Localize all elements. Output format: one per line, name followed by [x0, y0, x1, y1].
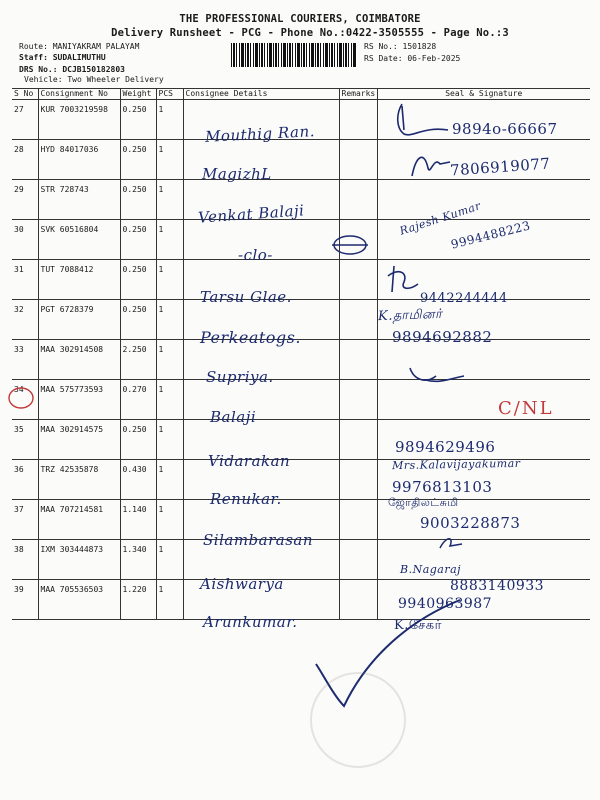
hw-seal-29: Rajesh Kumar: [398, 199, 483, 238]
row-sno: 29: [12, 180, 38, 220]
route-label: Route: MANIYAKRAM PALAYAM: [19, 42, 140, 51]
row-remarks: [339, 420, 377, 460]
row-pcs: 1: [156, 420, 183, 460]
hw-seal-36-tamil: ஜோதிலட்சுமி: [388, 496, 459, 509]
hw-seal-37: 9003228873: [420, 514, 521, 532]
hw-consignee-31: Tarsu Glae.: [200, 288, 292, 306]
row-consignment: KUR 7003219598: [38, 100, 120, 140]
row-remarks: [339, 340, 377, 380]
row-seal-cell: [377, 180, 590, 220]
row-sno: 34: [12, 380, 38, 420]
hw-consignee-27: Mouthig Ran.: [204, 122, 316, 146]
row-consignment: MAA 302914575: [38, 420, 120, 460]
rs-number: RS No.: 1501828: [364, 42, 437, 51]
row-weight: 0.250: [120, 420, 156, 460]
hw-consignee-32: Perkeatogs.: [200, 328, 301, 347]
row-weight: 0.250: [120, 140, 156, 180]
hw-seal-30: 9994488223: [449, 218, 532, 252]
row-pcs: 1: [156, 540, 183, 580]
hw-seal-35: 9894629496: [395, 438, 496, 456]
company-title: THE PROFESSIONAL COURIERS, COIMBATORE: [179, 13, 421, 25]
hw-seal-38: 8883140933: [450, 578, 545, 594]
hw-consignee-39: Arunkumar.: [203, 613, 298, 631]
row-pcs: 1: [156, 220, 183, 260]
row-weight: 0.250: [120, 180, 156, 220]
row-weight: 0.250: [120, 300, 156, 340]
runsheet-title: Delivery Runsheet - PCG - Phone No.:0422-3505555 - Page No.:3: [111, 27, 509, 39]
row-sno: 27: [12, 100, 38, 140]
row-consignment: MAA 707214581: [38, 500, 120, 540]
row-weight: 0.270: [120, 380, 156, 420]
col-pcs: PCS: [156, 89, 183, 100]
row-sno: 31: [12, 260, 38, 300]
row-consignment: MAA 575773593: [38, 380, 120, 420]
row-weight: 2.250: [120, 340, 156, 380]
row-sno: 37: [12, 500, 38, 540]
hw-seal-39-tamil: K.சேகர்: [394, 618, 442, 633]
row-pcs: 1: [156, 180, 183, 220]
row-sno: 35: [12, 420, 38, 460]
hw-consignee-30: -clo-: [238, 246, 273, 264]
vehicle-label: Vehicle: Two Wheeler Delivery: [24, 75, 164, 84]
row-weight: 0.430: [120, 460, 156, 500]
row-remarks: [339, 380, 377, 420]
signature-28: [404, 146, 454, 182]
hw-seal-36-phone: 9976813103: [392, 478, 493, 496]
row-remarks: [339, 540, 377, 580]
hw-consignee-37: Silambarasan: [203, 531, 313, 549]
row-pcs: 1: [156, 140, 183, 180]
col-sno: S No: [12, 89, 38, 100]
hw-consignee-36: Renukar.: [210, 490, 282, 508]
row-pcs: 1: [156, 100, 183, 140]
row-remarks: [339, 460, 377, 500]
row-weight: 0.250: [120, 100, 156, 140]
row-consignment: IXM 303444873: [38, 540, 120, 580]
hw-remark-34: C/NL: [498, 398, 554, 419]
row-remarks: [339, 140, 377, 180]
hw-seal-33: 9894692882: [392, 328, 493, 346]
staff-label: Staff: SUDALIMUTHU: [19, 53, 106, 62]
row-pcs: 1: [156, 580, 183, 620]
row-sno: 30: [12, 220, 38, 260]
row-sno: 38: [12, 540, 38, 580]
row-sno: 28: [12, 140, 38, 180]
hw-consignee-29: Venkat Balaji: [197, 201, 305, 227]
row-pcs: 1: [156, 460, 183, 500]
barcode-image: [231, 43, 357, 67]
hw-consignee-28: MagizhL: [202, 165, 272, 183]
rs-date: RS Date: 06-Feb-2025: [364, 54, 461, 63]
row-weight: 0.250: [120, 260, 156, 300]
row-consignment: TRZ 42535878: [38, 460, 120, 500]
row-consignment: STR 728743: [38, 180, 120, 220]
row-consignment: TUT 7088412: [38, 260, 120, 300]
row-consignment: HYD 84017036: [38, 140, 120, 180]
row-remarks: [339, 100, 377, 140]
col-consignee: Consignee Details: [183, 89, 339, 100]
row-weight: 1.340: [120, 540, 156, 580]
row-consignment: MAA 302914508: [38, 340, 120, 380]
row-pcs: 1: [156, 380, 183, 420]
signature-27: [388, 100, 468, 142]
row-remarks: [339, 300, 377, 340]
faded-stamp: [310, 672, 406, 768]
row-pcs: 1: [156, 500, 183, 540]
row-pcs: 1: [156, 340, 183, 380]
drs-label: DRS No.: DCJB150182803: [19, 65, 125, 74]
col-remarks: Remarks: [339, 89, 377, 100]
table-row: [12, 420, 590, 460]
hw-seal-36: Mrs.Kalavijayakumar: [391, 456, 521, 473]
row-sno: 32: [12, 300, 38, 340]
hw-consignee-33: Supriya.: [206, 368, 274, 386]
hw-seal-31: 9442244444: [420, 291, 508, 306]
col-consignment: Consignment No: [38, 89, 120, 100]
hw-seal-27: 9894o-66667: [452, 120, 558, 138]
hw-seal-39: 9940963987: [398, 596, 493, 612]
hw-consignee-35: Vidarakan: [208, 452, 291, 470]
hw-seal-28: 7806919077: [449, 154, 551, 180]
signature-30: [326, 232, 374, 258]
hw-seal-32: K.தாமினர்: [377, 306, 443, 325]
row-pcs: 1: [156, 260, 183, 300]
row-consignment: PGT 6728379: [38, 300, 120, 340]
row-consignment: SVK 60516804: [38, 220, 120, 260]
row-weight: 1.140: [120, 500, 156, 540]
signature-31: [384, 262, 426, 296]
circle-mark-34: [6, 386, 36, 410]
row-sno: 36: [12, 460, 38, 500]
row-remarks: [339, 500, 377, 540]
hw-consignee-38: Aishwarya: [200, 575, 284, 593]
table-header-row: [12, 89, 590, 100]
row-weight: 1.220: [120, 580, 156, 620]
col-seal: Seal & Signature: [377, 89, 590, 100]
row-weight: 0.250: [120, 220, 156, 260]
row-sno: 33: [12, 340, 38, 380]
row-sno: 39: [12, 580, 38, 620]
hw-consignee-34: Balaji: [210, 408, 257, 426]
signature-37: [436, 532, 466, 554]
table-row: [12, 340, 590, 380]
col-weight: Weight: [120, 89, 156, 100]
row-pcs: 1: [156, 300, 183, 340]
row-consignment: MAA 705536503: [38, 580, 120, 620]
row-remarks: [339, 260, 377, 300]
hw-seal-38-name: B.Nagaraj: [400, 563, 462, 576]
row-remarks: [339, 180, 377, 220]
signature-33: [406, 362, 468, 388]
